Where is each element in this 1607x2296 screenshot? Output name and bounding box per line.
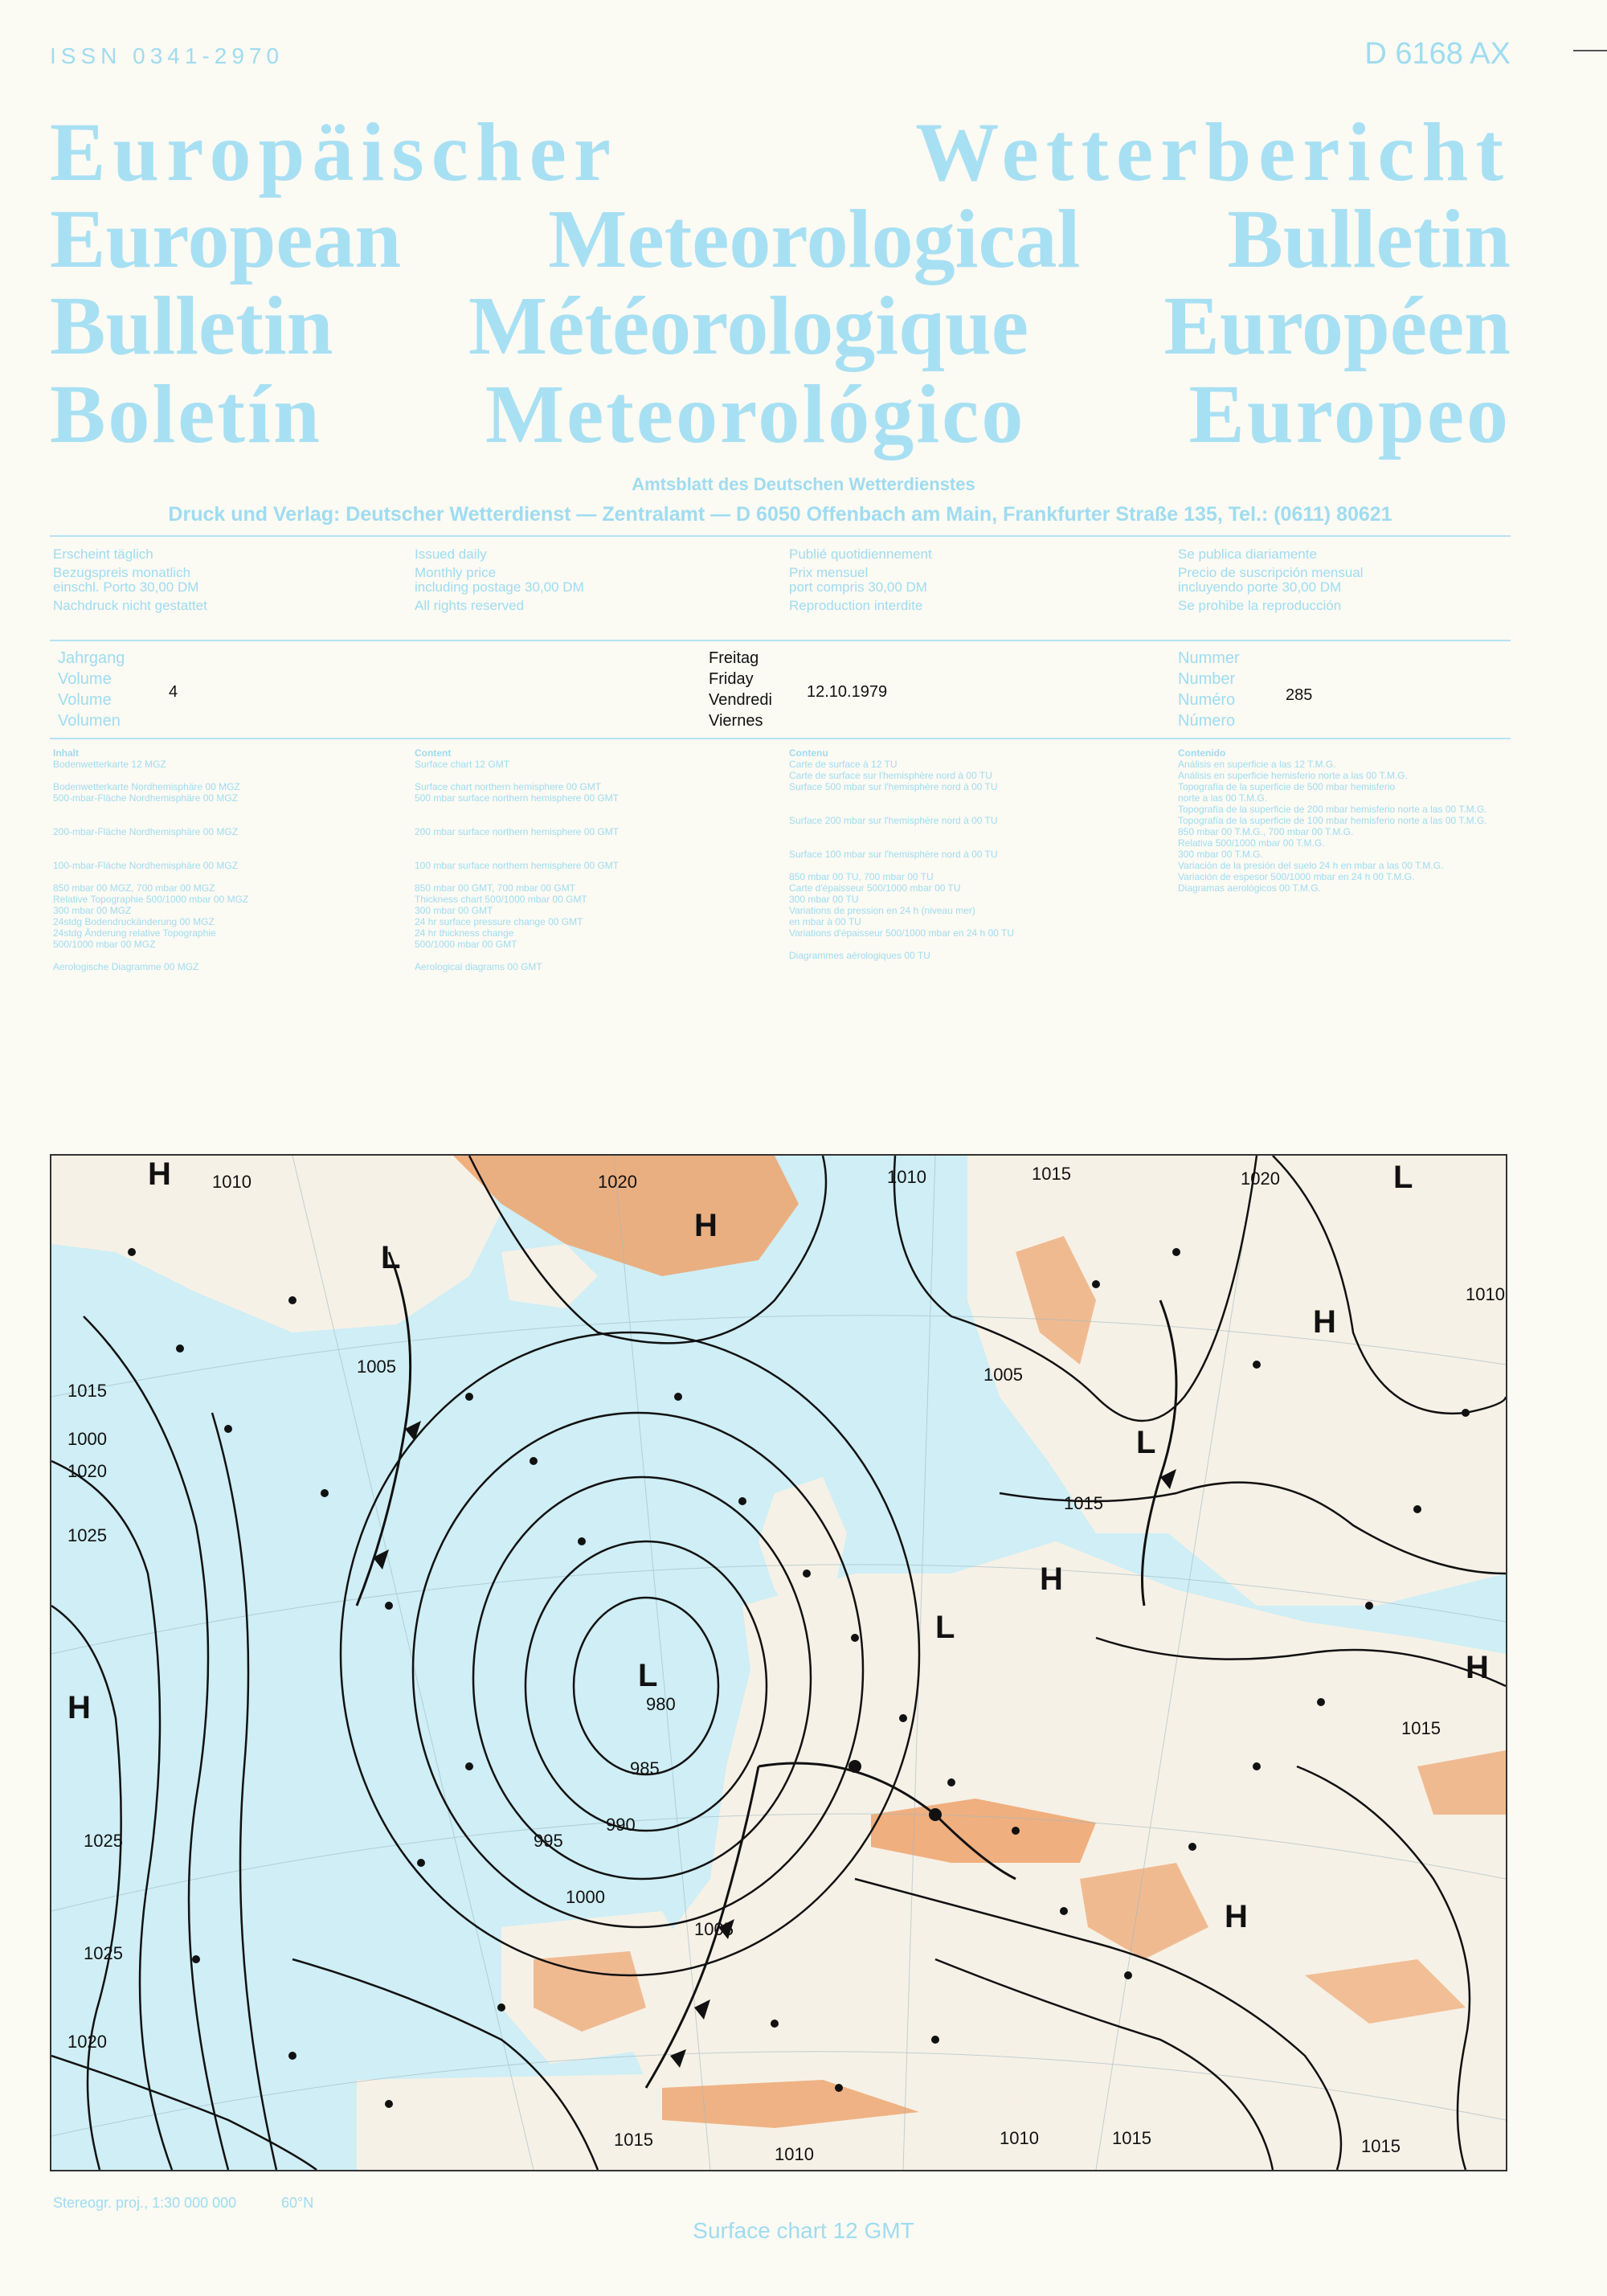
isobar-label: 1010 [887,1167,926,1187]
isobar-label: 985 [630,1758,660,1778]
isobar-label: 1000 [566,1887,605,1907]
isobar-label: 1020 [1241,1168,1280,1189]
isobar-label: 1025 [84,1831,123,1851]
isobar-label: 1005 [357,1357,396,1377]
issue-date: 12.10.1979 [807,683,888,701]
isobar-label: 990 [606,1815,636,1835]
number-labels: Nummer Number Numéro Número [1178,649,1240,730]
terms-en: Issued daily Monthly price including postage 30,00 DM All rights reserved [415,546,584,613]
divider [50,738,1511,739]
contents-es: Contenido Análisis en superficie a las 12 T.M.G. Análisis en superficie hemisferio norte a las 00 T.M.G. Topografía de la superficie de 500 mbar hemisferio norte a las 00 T.M.G. Topografía de la superficie de 200 mbar hemisferio norte a las 00 T.M.G. Topografía de la superficie de 100 mbar hemisferio norte a las 00 T.M.G. 850 mbar 00 T.M.G., 700 mbar 00 T.M.G. Relativa 500/1000 mbar 00 T.M.G. 300 mbar 00 T.M.G. Variación de la presión del suelo 24 h en mbar a las 00 T.M.G. Variación de espesor 500/1000 mbar en 24 h 00 T.M.G. Diagramas aerológicos 00 T.M.G. [1178,747,1487,894]
isobar-label: 1000 [67,1429,107,1449]
publication-code: D 6168 AX [1364,37,1511,71]
volume-labels: Jahrgang Volume Volume Volumen [58,649,125,730]
isobar-label: 1005 [983,1365,1023,1385]
pressure-center-low: L [1136,1425,1156,1460]
weekday-labels: Freitag Friday Vendredi Viernes [709,649,772,730]
issue-number: 285 [1286,686,1313,704]
projection-latitude: 60°N [281,2195,314,2211]
isobar-label: 1025 [67,1525,107,1545]
pressure-center-high: H [67,1690,91,1725]
isobar-label: 1020 [67,1461,107,1481]
divider [50,640,1511,641]
isobar-label: 1020 [67,2032,107,2052]
isobar-label: 1015 [1064,1493,1103,1513]
pressure-center-high: H [1040,1561,1063,1597]
isobar-label: 1015 [67,1381,107,1401]
pressure-center-high: H [1466,1650,1489,1685]
subtitle: Amtsblatt des Deutschen Wetterdienstes [632,474,975,494]
isobar-label: 1020 [598,1172,637,1192]
divider [50,535,1511,537]
projection-scale: Stereogr. proj., 1:30 000 000 [53,2195,237,2211]
isobar-label: 1010 [775,2144,814,2164]
pressure-center-low: L [638,1658,658,1693]
isobar-label: 995 [534,1831,563,1851]
surface-chart-map [50,1154,1507,2171]
isobar-label: 1010 [1466,1284,1505,1304]
isobar-label: 1015 [614,2130,653,2150]
pressure-center-low: L [935,1610,955,1645]
isobar-label: 1005 [694,1919,734,1939]
volume-value: 4 [169,683,178,701]
isobar-label: 1015 [1361,2136,1401,2156]
contents-en: Content Surface chart 12 GMT Surface chart northern hemisphere 00 GMT 500 mbar surface northern hemisphere 00 GMT 200 mbar surface northern hemisphere 00 GMT 100 mbar surface northern hemisphere 00 GMT 850 mbar 00 GMT, 700 mbar 00 GMT Thickness chart 500/1000 mbar 00 GMT 300 mbar 00 GMT 24 hr surface pressure change 00 GMT 24 hr thickness change 500/1000 mbar 00 GMT Aerological diagrams 00 GMT [415,747,619,972]
chart-caption: Surface chart 12 GMT [693,2218,914,2243]
terms-es: Se publica diariamente Precio de suscripción mensual incluyendo porte 30,00 DM Se prohibe la reproducción [1178,546,1364,613]
pressure-center-high: H [1313,1304,1336,1340]
issn-number: ISSN 0341-2970 [50,43,284,68]
contents-de: Inhalt Bodenwetterkarte 12 MGZ Bodenwetterkarte Nordhemisphäre 00 MGZ 500-mbar-Fläche Nordhemisphäre 00 MGZ 200-mbar-Fläche Nordhemisphäre 00 MGZ 100-mbar-Fläche Nordhemisphäre 00 MGZ 850 mbar 00 MGZ, 700 mbar 00 MGZ Relative Topographie 500/1000 mbar 00 MGZ 300 mbar 00 MGZ 24stdg Bodendruckänderung 00 MGZ 24stdg Änderung relative Topographie 500/1000 mbar 00 MGZ Aerologische Diagramme 00 MGZ [53,747,249,972]
isobar-label: 1010 [212,1172,251,1192]
terms-de: Erscheint täglich Bezugspreis monatlich einschl. Porto 30,00 DM Nachdruck nicht gestattet [53,546,207,613]
pressure-center-high: H [694,1208,718,1243]
isobar-label: 1015 [1032,1164,1071,1184]
isobar-label: 980 [646,1694,676,1714]
title-german: Europäischer Wetterbericht [50,106,1511,198]
isobar-label: 1015 [1112,2128,1151,2148]
pressure-center-high: H [148,1156,171,1192]
isobar-label: 1010 [1000,2128,1039,2148]
title-french: Bulletin Météorologique Européen [50,280,1511,372]
contents-fr: Contenu Carte de surface à 12 TU Carte de surface sur l'hemisphère nord à 00 TU Surface 500 mbar sur l'hemisphère nord à 00 TU Surface 200 mbar sur l'hemisphère nord à 00 TU Surface 100 mbar sur l'hemisphère nord à 00 TU 850 mbar 00 TU, 700 mbar 00 TU Carte d'épaisseur 500/1000 mbar 00 TU 300 mbar 00 TU Variations de pression en 24 h (niveau mer) en mbar à 00 TU Variations d'épaisseur 500/1000 mbar en 24 h 00 TU Diagrammes aérologiques 00 TU [789,747,1015,961]
isobar-label: 1025 [84,1943,123,1963]
isobar-label: 1015 [1401,1718,1441,1738]
publisher-info: Druck und Verlag: Deutscher Wetterdienst — Zentralamt — D 6050 Offenbach am Main, Frankfurter Straße 135, Tel.: (0611) 80621 [168,503,1392,526]
map-svg [51,1156,1506,2170]
pressure-center-low: L [1393,1160,1413,1195]
title-english: European Meteorological Bulletin [50,193,1511,285]
edge-mark [1573,50,1607,51]
pressure-center-high: H [1225,1899,1248,1934]
pressure-center-low: L [381,1240,401,1275]
title-spanish: Boletín Meteorológico Europeo [50,368,1511,460]
terms-fr: Publié quotidiennement Prix mensuel port compris 30,00 DM Reproduction interdite [789,546,932,613]
